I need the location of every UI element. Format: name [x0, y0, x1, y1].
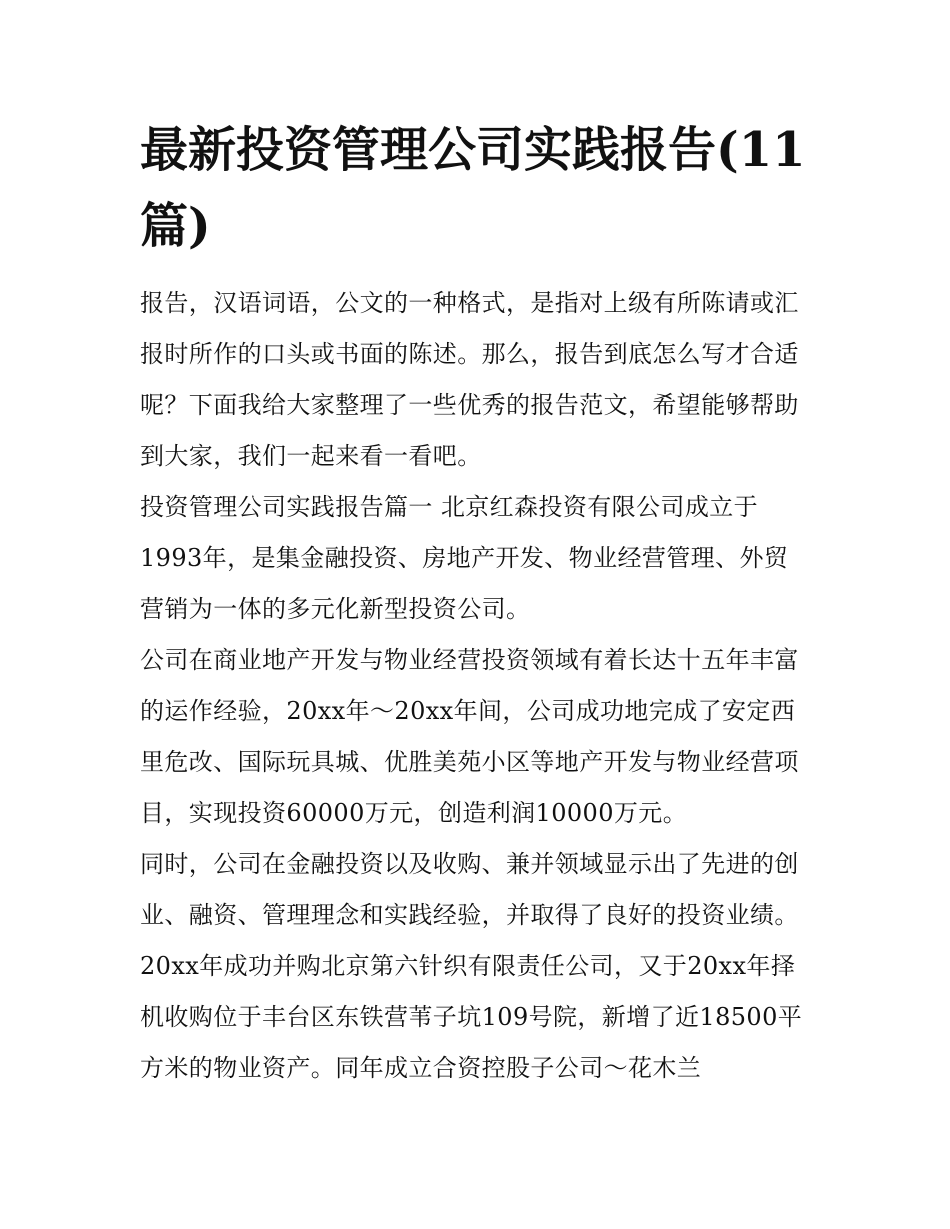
document-title: 最新投资管理公司实践报告(11篇) — [140, 122, 806, 254]
document-body — [140, 112, 812, 1094]
paragraph-intro: 报告，汉语词语，公文的一种格式，是指对上级有所陈请或汇报时所作的口头或书面的陈述。那么，报告到底怎么写才合适呢？下面我给大家整理了一些优秀的报告范文，希望能够帮助到大家，我们一起来看一看吧。 — [140, 289, 799, 470]
paragraph-real-estate-experience: 公司在商业地产开发与物业经营投资领域有着长达十五年丰富的运作经验，20xx年～20xx年间，公司成功地完成了安定西里危改、国际玩具城、优胜美苑小区等地产开发与物业经营项目，实现投资60000万元，创造利润10000万元。 — [140, 646, 799, 827]
paragraph-company-founding: 投资管理公司实践报告篇一 北京红森投资有限公司成立于1993年，是集金融投资、房地产开发、物业经营管理、外贸营销为一体的多元化新型投资公司。 — [140, 493, 789, 623]
paragraph-financial-investment: 同时，公司在金融投资以及收购、兼并领域显示出了先进的创业、融资、管理理念和实践经验，并取得了良好的投资业绩。20xx年成功并购北京第六针织有限责任公司，又于20xx年择机收购位于丰台区东铁营苇子坑109号院，新增了近18500平方米的物业资产。同年成立合资控股子公司～花木兰 — [140, 850, 803, 1082]
